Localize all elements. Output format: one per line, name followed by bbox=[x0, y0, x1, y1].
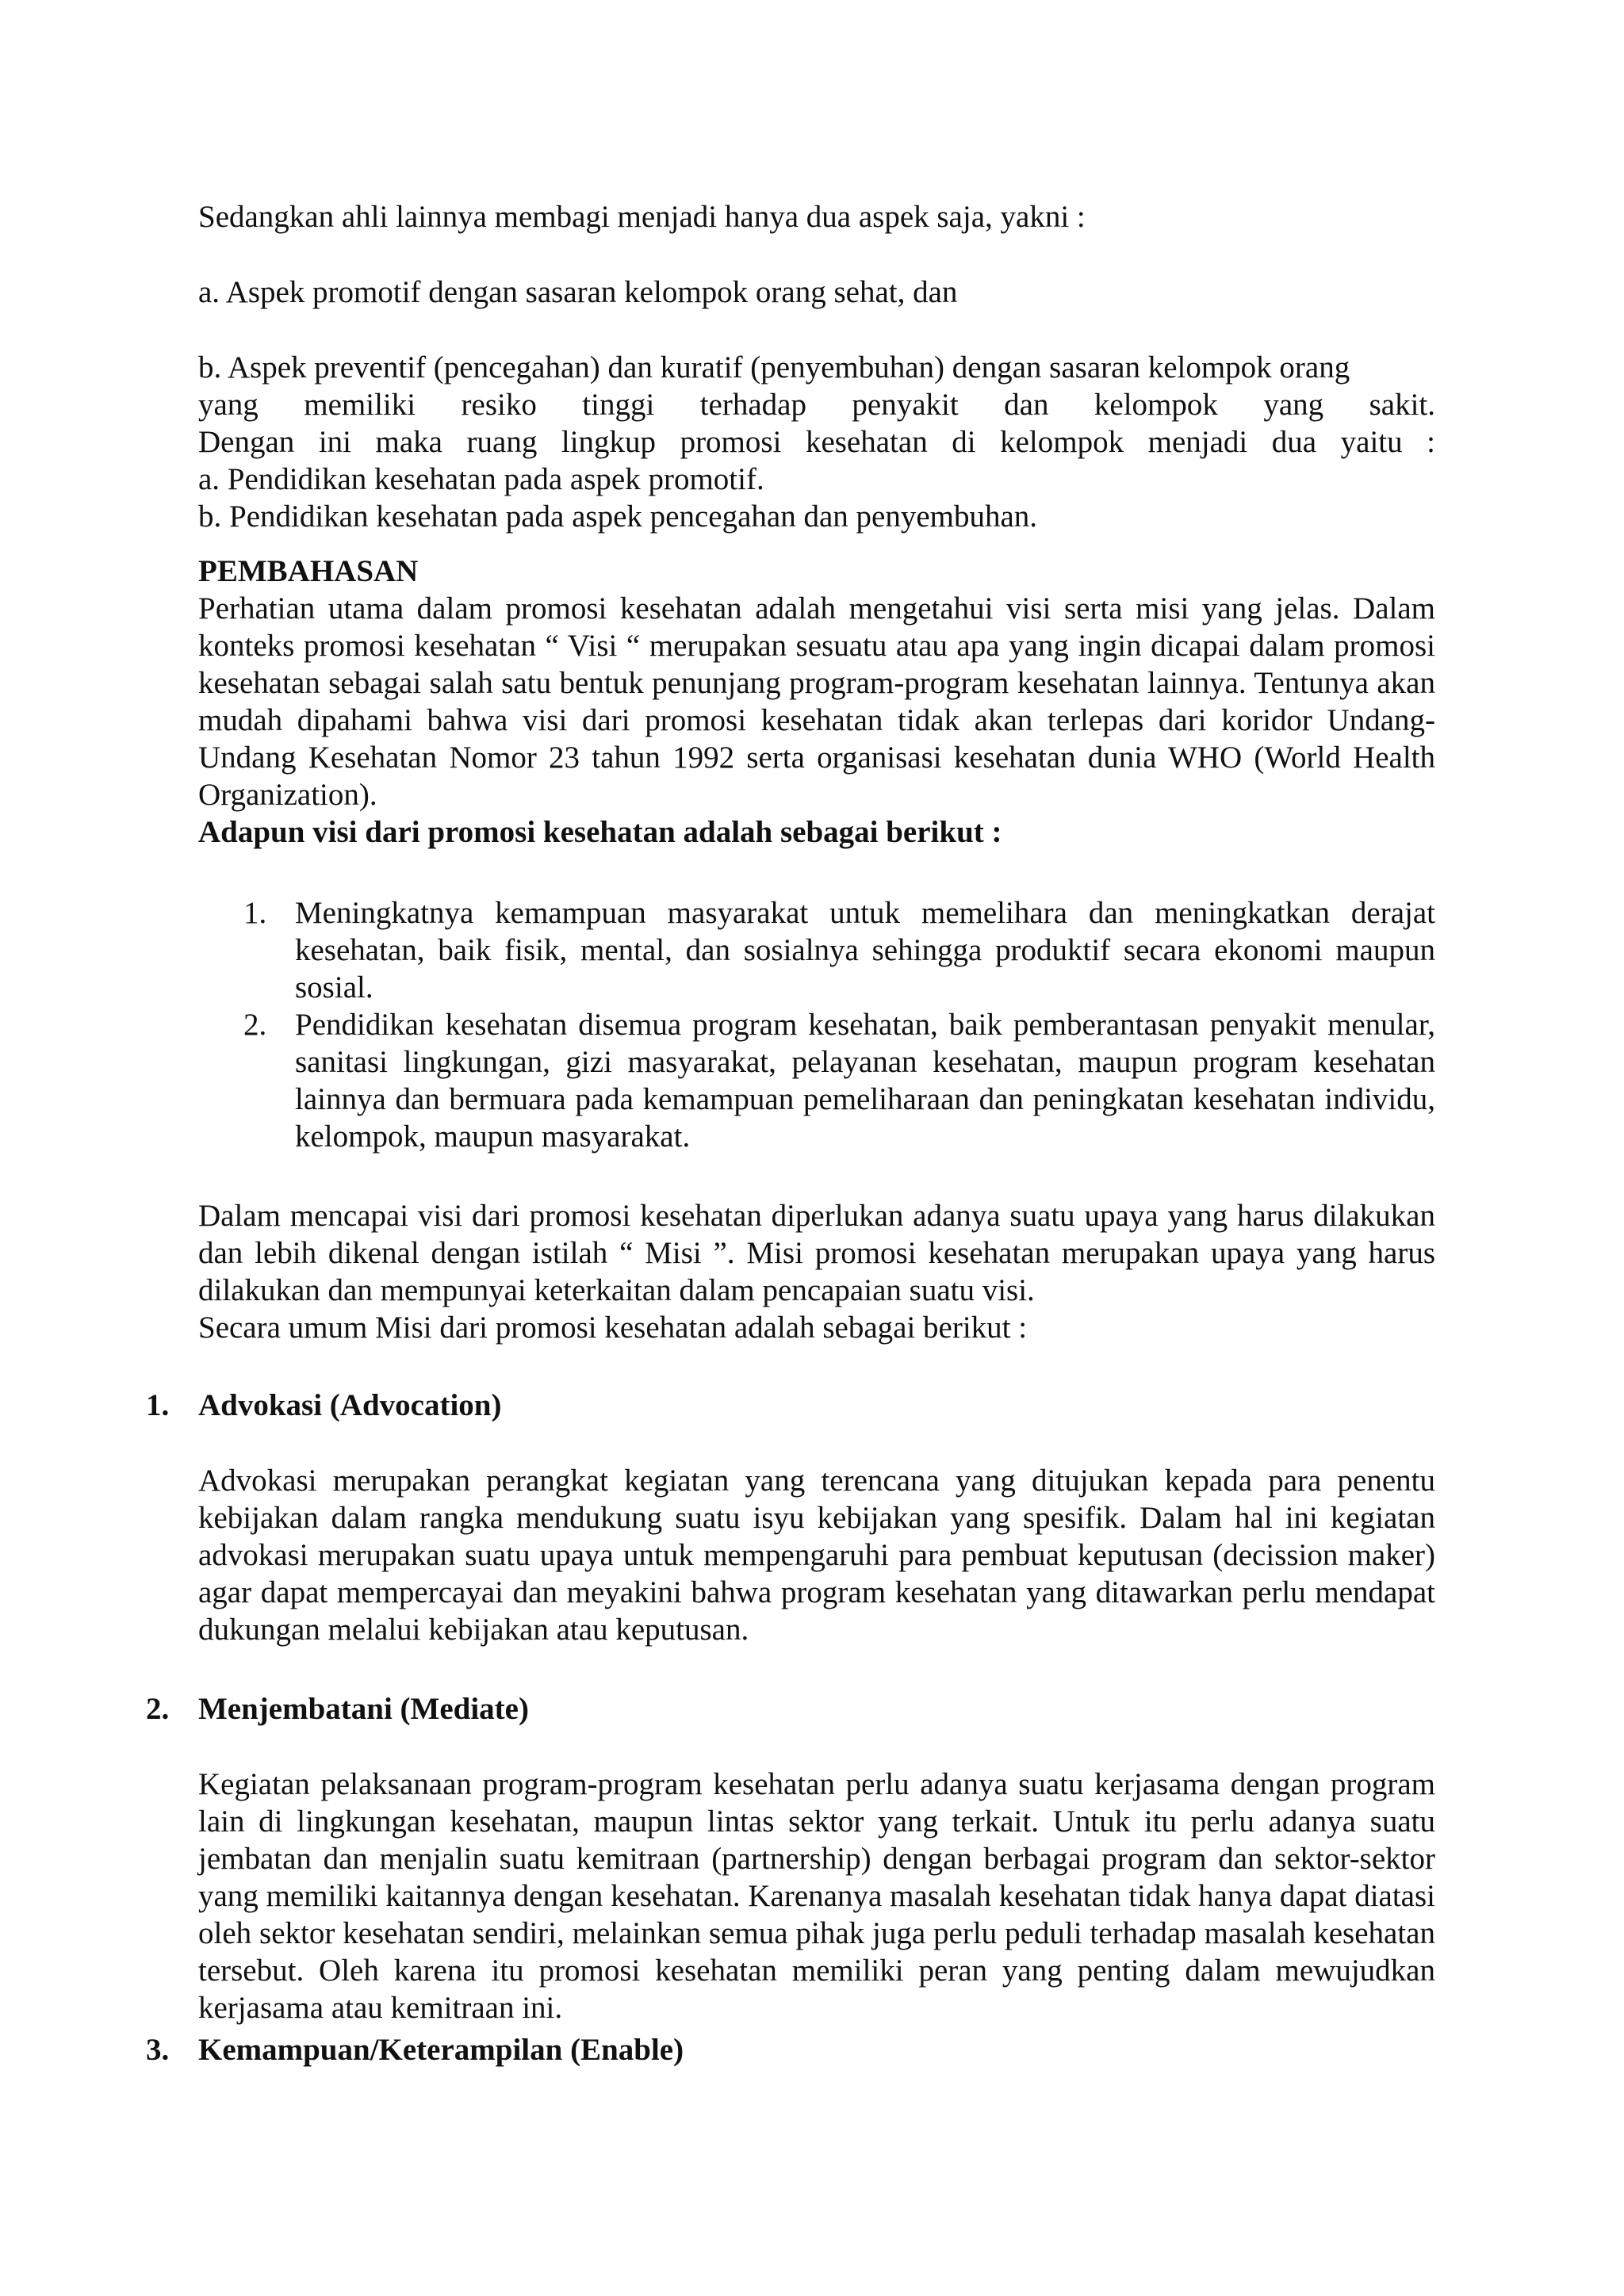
section-title: Kemampuan/Keterampilan (Enable) bbox=[198, 2033, 684, 2067]
section-title: Menjembatani (Mediate) bbox=[198, 1692, 529, 1726]
section-paragraph: Advokasi merupakan perangkat kegiatan yang terencana yang ditujukan kepada para penentu kebijakan dalam rangka mendukung suatu isyu kebijakan yang spesifik. Dalam hal ini kegiatan advokasi merupakan suatu upaya untuk mempengaruhi para pembuat keputusan (decission maker) agar dapat mempercayai dan meyakini bahwa program kesehatan yang ditawarkan perlu mendapat dukungan melalui kebijakan atau keputusan. bbox=[198, 1464, 1435, 1647]
intro-scope-b: b. Pendidikan kesehatan pada aspek pencegahan dan penyembuhan. bbox=[198, 499, 1038, 534]
misi-general: Secara umum Misi dari promosi kesehatan adalah sebagai berikut : bbox=[198, 1311, 1028, 1345]
list-item-text: Meningkatnya kemampuan masyarakat untuk memelihara dan meningkatkan derajat kesehatan, baik fisik, mental, dan sosialnya sehingga produktif secara ekonomi maupun sosial. bbox=[295, 896, 1435, 1004]
intro-aspect-a: a. Aspek promotif dengan sasaran kelompok orang sehat, dan bbox=[198, 275, 958, 309]
list-item bbox=[198, 1006, 1435, 1155]
pembahasan-paragraph: Perhatian utama dalam promosi kesehatan adalah mengetahui visi serta misi yang jelas. Dalam konteks promosi kesehatan “ Visi “ merupakan sesuatu atau apa yang ingin dicapai dalam promosi kesehatan sebagai salah satu bentuk penunjang program-program kesehatan lainnya. Tentunya akan mudah dipahami bahwa visi dari promosi kesehatan tidak akan terlepas dari koridor Undang-Undang Kesehatan Nomor 23 tahun 1992 serta organisasi kesehatan dunia WHO (World Health Organization). bbox=[198, 591, 1435, 812]
intro-line: Sedangkan ahli lainnya membagi menjadi hanya dua aspek saja, yakni : bbox=[198, 200, 1086, 234]
section-number: 2. bbox=[146, 1692, 170, 1726]
section-number: 1. bbox=[146, 1388, 170, 1422]
intro-aspect-b-line2: yang memiliki resiko tinggi terhadap penyakit dan kelompok yang sakit. bbox=[198, 388, 1435, 422]
list-item-number: 1. bbox=[243, 896, 267, 930]
pembahasan-section bbox=[198, 553, 1435, 851]
misi-paragraph: Dalam mencapai visi dari promosi kesehatan diperlukan adanya suatu upaya yang harus dilakukan dan lebih dikenal dengan istilah “ Misi ”. Misi promosi kesehatan merupakan upaya yang harus dilakukan dan mempunyai keterkaitan dalam pencapaian suatu visi. bbox=[198, 1199, 1435, 1307]
section-title: Advokasi (Advocation) bbox=[198, 1388, 502, 1422]
list-item bbox=[198, 894, 1435, 1006]
visi-list bbox=[198, 894, 1435, 1155]
misi-intro bbox=[198, 1197, 1435, 1346]
section-mediate bbox=[146, 1690, 1435, 2026]
list-item-number: 2. bbox=[243, 1008, 267, 1042]
intro-scope-a: a. Pendidikan kesehatan pada aspek promotif. bbox=[198, 462, 764, 496]
section-number: 3. bbox=[146, 2033, 170, 2067]
section-paragraph: Kegiatan pelaksanaan program-program kesehatan perlu adanya suatu kerjasama dengan program lain di lingkungan kesehatan, maupun lintas sektor yang terkait. Untuk itu perlu adanya suatu jembatan dan menjalin suatu kemitraan (partnership) dengan berbagai program dan sektor-sektor yang memiliki kaitannya dengan kesehatan. Karenanya masalah kesehatan tidak hanya dapat diatasi oleh sektor kesehatan sendiri, melainkan semua pihak juga perlu peduli terhadap masalah kesehatan tersebut. Oleh karena itu promosi kesehatan memiliki peran yang penting dalam mewujudkan kerjasama atau kemitraan ini. bbox=[198, 1767, 1435, 2025]
pembahasan-heading: PEMBAHASAN bbox=[198, 554, 419, 588]
visi-heading: Adapun visi dari promosi kesehatan adalah sebagai berikut : bbox=[198, 815, 1002, 849]
intro-aspect-b-line1: b. Aspek preventif (pencegahan) dan kuratif (penyembuhan) dengan sasaran kelompok orang bbox=[198, 350, 1350, 385]
intro-scope-sentence: Dengan ini maka ruang lingkup promosi kesehatan di kelompok menjadi dua yaitu : bbox=[198, 425, 1435, 459]
intro-aspect-b bbox=[198, 349, 1435, 535]
section-advocation bbox=[146, 1387, 1435, 1648]
list-item-text: Pendidikan kesehatan disemua program kesehatan, baik pemberantasan penyakit menular, sanitasi lingkungan, gizi masyarakat, pelayanan kesehatan, maupun program kesehatan lainnya dan bermuara pada kemampuan pemeliharaan dan peningkatan kesehatan individu, kelompok, maupun masyarakat. bbox=[295, 1008, 1435, 1154]
section-enable bbox=[146, 2031, 1435, 2068]
